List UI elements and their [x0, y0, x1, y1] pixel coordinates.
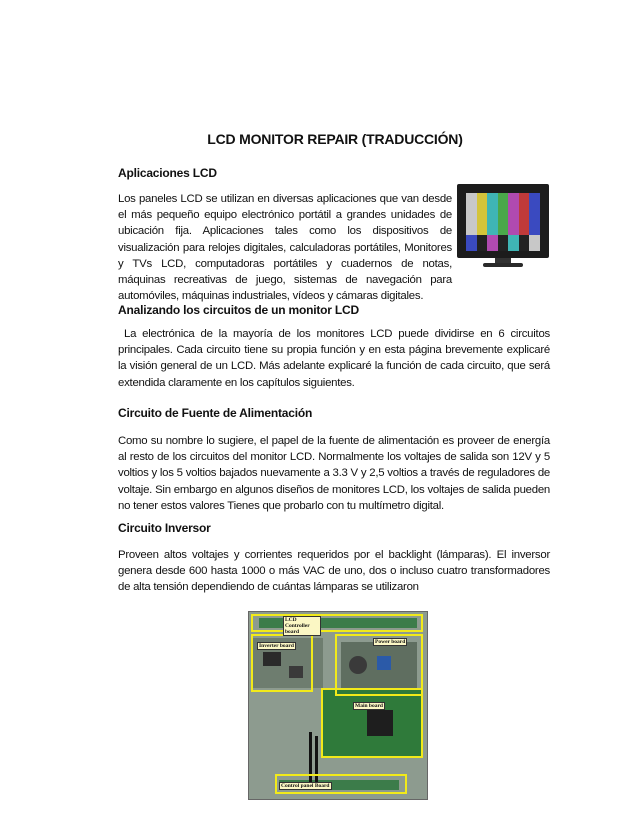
lcd-circuit-boards-image	[248, 611, 428, 800]
label-main-board: Main board	[355, 703, 383, 709]
lcd-monitor-image	[457, 184, 549, 272]
heading-analizando: Analizando los circuitos de un monitor LCD	[118, 303, 359, 317]
document-title: LCD MONITOR REPAIR (TRADUCCIÓN)	[207, 131, 463, 147]
label-control-panel-board: Control panel Board	[281, 783, 330, 789]
paragraph-inversor: Proveen altos voltajes y corrientes requeridos por el backlight (lámparas). El inversor genera desde 600 hasta 1000 o más VAC de uno, dos o incluso cuatro transformadores de alta tensión dependiendo de cuántas lámparas se utilizaron	[118, 549, 550, 594]
paragraph-aplicaciones: Los paneles LCD se utilizan en diversas aplicaciones que van desde el más pequeño equipo electrónico portátil a grandes unidades de ubicación fija. Aplicaciones tales como los dispositivos de visualización para relojes digitales, calculadoras portátiles, Monitores y TVs LCD, computadoras portátiles y cuadernos de notas, máquinas recreativas de juego, sistemas de navegación para automóviles, máquinas industriales, vídeos y cámaras digitales.	[118, 193, 452, 303]
paragraph-fuente: Como su nombre lo sugiere, el papel de la fuente de alimentación es proveer de energía al resto de los circuitos del monitor LCD. Normalmente los voltajes de salida son 12V y 5 voltios y los 5 voltios bajados nuevamente a 3.3 V y 2,5 voltios a través de reguladores de voltaje. Sin embargo en algunos diseños de monitores LCD, los voltajes de salida pueden no tener estos valores Tienes que probarlo con tu multímetro digital.	[118, 435, 550, 512]
paragraph-analizando: La electrónica de la mayoría de los monitores LCD puede dividirse en 6 circuitos principales. Cada circuito tiene su propia función y en esta página brevemente explicaré la visión general de un LCD. Más adelante explicaré la función de cada circuito, que será extendida claramente en los capítulos siguientes.	[118, 328, 550, 389]
label-power-board: Power board	[375, 639, 406, 645]
heading-inversor: Circuito Inversor	[118, 521, 211, 535]
heading-aplicaciones: Aplicaciones LCD	[118, 166, 217, 180]
heading-fuente: Circuito de Fuente de Alimentación	[118, 406, 313, 420]
label-lcd-controller: LCD Controller board	[283, 616, 321, 636]
label-inverter-board: Inverter board	[259, 643, 294, 649]
